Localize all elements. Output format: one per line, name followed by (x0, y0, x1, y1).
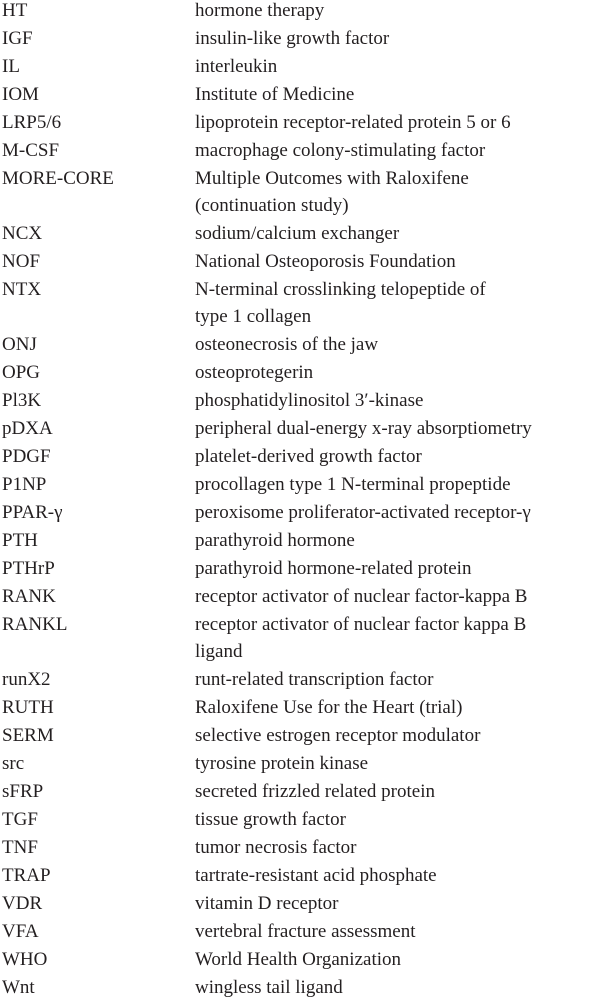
abbreviation-definition (195, 806, 602, 834)
abbreviation-definition (195, 611, 602, 666)
abbreviation-definition (195, 890, 602, 918)
abbreviation-definition (195, 471, 602, 499)
abbreviation-term: LRP5/6 (2, 112, 62, 133)
abbreviation-definition (195, 387, 602, 415)
abbreviation-row (0, 276, 602, 331)
abbreviation-definition (195, 25, 602, 53)
definition-line: type 1 collagen (195, 306, 312, 327)
abbreviation-term: OPG (2, 362, 41, 383)
abbreviation-row (0, 862, 602, 890)
abbreviation-definition (195, 109, 602, 137)
abbreviation-definition (195, 81, 602, 109)
abbreviation-definition (195, 583, 602, 611)
abbreviation-row (0, 946, 602, 974)
abbreviation-term: pDXA (2, 418, 53, 439)
abbreviation-row (0, 666, 602, 694)
abbreviation-definition (195, 137, 602, 165)
definition-line: vertebral fracture assessment (195, 921, 416, 942)
abbreviation-row (0, 471, 602, 499)
abbreviation-definition (195, 248, 602, 276)
abbreviation-term: VDR (2, 893, 43, 914)
abbreviation-term: MORE-CORE (2, 168, 114, 189)
abbreviation-term: RANKL (2, 614, 68, 635)
abbreviation-row (0, 248, 602, 276)
abbreviation-definition (195, 220, 602, 248)
abbreviation-term: Wnt (2, 977, 35, 998)
definition-line: selective estrogen receptor modulator (195, 725, 481, 746)
abbreviation-row (0, 387, 602, 415)
abbreviation-term: NOF (2, 251, 41, 272)
definition-line: parathyroid hormone (195, 530, 355, 551)
definition-line: platelet-derived growth factor (195, 446, 422, 467)
definition-line: Institute of Medicine (195, 84, 355, 105)
abbreviation-term: IGF (2, 28, 33, 49)
definition-line: osteonecrosis of the jaw (195, 334, 379, 355)
abbreviation-row (0, 109, 602, 137)
definition-line: Multiple Outcomes with Raloxifene (195, 168, 469, 189)
abbreviation-definition (195, 0, 602, 25)
definition-line: vitamin D receptor (195, 893, 339, 914)
abbreviation-row (0, 220, 602, 248)
abbreviation-row (0, 722, 602, 750)
definition-line: hormone therapy (195, 0, 325, 21)
definition-line: parathyroid hormone-related protein (195, 558, 472, 579)
abbreviation-row (0, 499, 602, 527)
definition-line: tartrate-resistant acid phosphate (195, 865, 437, 886)
abbreviation-row (0, 611, 602, 666)
abbreviation-definition (195, 974, 602, 1002)
abbreviation-definition (195, 778, 602, 806)
definition-line: receptor activator of nuclear factor-kappa B (195, 586, 528, 607)
abbreviation-definition (195, 918, 602, 946)
abbreviation-row (0, 53, 602, 81)
definition-line: receptor activator of nuclear factor kappa B (195, 614, 527, 635)
abbreviation-row (0, 331, 602, 359)
definition-line: osteoprotegerin (195, 362, 314, 383)
abbreviation-definition (195, 555, 602, 583)
abbreviation-row (0, 583, 602, 611)
abbreviation-definition (195, 499, 602, 527)
definition-line: phosphatidylinositol 3′-kinase (195, 390, 424, 411)
abbreviation-row (0, 165, 602, 220)
abbreviation-term: TNF (2, 837, 38, 858)
abbreviation-definition (195, 946, 602, 974)
abbreviation-term: NTX (2, 279, 42, 300)
abbreviation-term: VFA (2, 921, 39, 942)
abbreviation-term: M-CSF (2, 140, 60, 161)
abbreviation-definition (195, 722, 602, 750)
definition-line: procollagen type 1 N-terminal propeptide (195, 474, 511, 495)
abbreviation-definition (195, 443, 602, 471)
abbreviation-definition (195, 694, 602, 722)
definition-line: interleukin (195, 56, 278, 77)
abbreviation-row (0, 25, 602, 53)
abbreviation-term: PTH (2, 530, 38, 551)
abbreviation-term: HT (2, 0, 28, 21)
abbreviation-row (0, 81, 602, 109)
abbreviation-term: SERM (2, 725, 54, 746)
definition-line: wingless tail ligand (195, 977, 343, 998)
abbreviation-definition (195, 331, 602, 359)
definition-line: National Osteoporosis Foundation (195, 251, 456, 272)
abbreviation-row (0, 694, 602, 722)
abbreviation-definition (195, 750, 602, 778)
abbreviation-definition (195, 165, 602, 220)
abbreviation-term: src (2, 753, 25, 774)
definition-line: sodium/calcium exchanger (195, 223, 400, 244)
abbreviation-term: IL (2, 56, 20, 77)
abbreviation-row (0, 834, 602, 862)
definition-line: (continuation study) (195, 195, 349, 216)
abbreviation-definition (195, 666, 602, 694)
abbreviation-term: RUTH (2, 697, 54, 718)
abbreviation-row (0, 918, 602, 946)
abbreviation-row (0, 806, 602, 834)
definition-line: World Health Organization (195, 949, 402, 970)
definition-line: ligand (195, 641, 243, 662)
definition-line: N-terminal crosslinking telopeptide of (195, 279, 486, 300)
abbreviation-term: P1NP (2, 474, 47, 495)
abbreviation-term: PPAR-γ (2, 502, 63, 523)
abbreviation-term: PTHrP (2, 558, 55, 579)
definition-line: tissue growth factor (195, 809, 346, 830)
abbreviation-definition (195, 527, 602, 555)
abbreviation-term: NCX (2, 223, 43, 244)
abbreviation-row (0, 0, 602, 25)
abbreviation-definition (195, 862, 602, 890)
definition-line: tumor necrosis factor (195, 837, 357, 858)
abbreviation-row (0, 555, 602, 583)
abbreviation-row (0, 137, 602, 165)
abbreviation-term: Pl3K (2, 390, 42, 411)
abbreviation-term: sFRP (2, 781, 44, 802)
definition-line: secreted frizzled related protein (195, 781, 435, 802)
abbreviation-definition (195, 276, 602, 331)
abbreviation-row (0, 890, 602, 918)
definition-line: Raloxifene Use for the Heart (trial) (195, 697, 463, 718)
abbreviation-term: WHO (2, 949, 48, 970)
abbreviation-term: PDGF (2, 446, 51, 467)
abbreviation-row (0, 974, 602, 1002)
definition-line: runt-related transcription factor (195, 669, 434, 690)
definition-line: lipoprotein receptor-related protein 5 or 6 (195, 112, 511, 133)
abbreviation-term: runX2 (2, 669, 51, 690)
abbreviation-definition (195, 834, 602, 862)
definition-line: insulin-like growth factor (195, 28, 390, 49)
abbreviation-row (0, 527, 602, 555)
definition-line: peroxisome proliferator-activated receptor-γ (195, 502, 531, 523)
abbreviation-row (0, 443, 602, 471)
definition-line: macrophage colony-stimulating factor (195, 140, 486, 161)
definition-line: tyrosine protein kinase (195, 753, 369, 774)
abbreviation-term: TRAP (2, 865, 51, 886)
abbreviation-term: IOM (2, 84, 39, 105)
abbreviation-definition (195, 53, 602, 81)
abbreviation-row (0, 359, 602, 387)
abbreviation-definition (195, 415, 602, 443)
abbreviation-definition (195, 359, 602, 387)
abbreviation-row (0, 415, 602, 443)
abbreviation-row (0, 750, 602, 778)
abbreviation-row (0, 778, 602, 806)
abbreviation-term: TGF (2, 809, 38, 830)
definition-line: peripheral dual-energy x-ray absorptiometry (195, 418, 532, 439)
abbreviation-term: RANK (2, 586, 56, 607)
abbreviation-term: ONJ (2, 334, 37, 355)
